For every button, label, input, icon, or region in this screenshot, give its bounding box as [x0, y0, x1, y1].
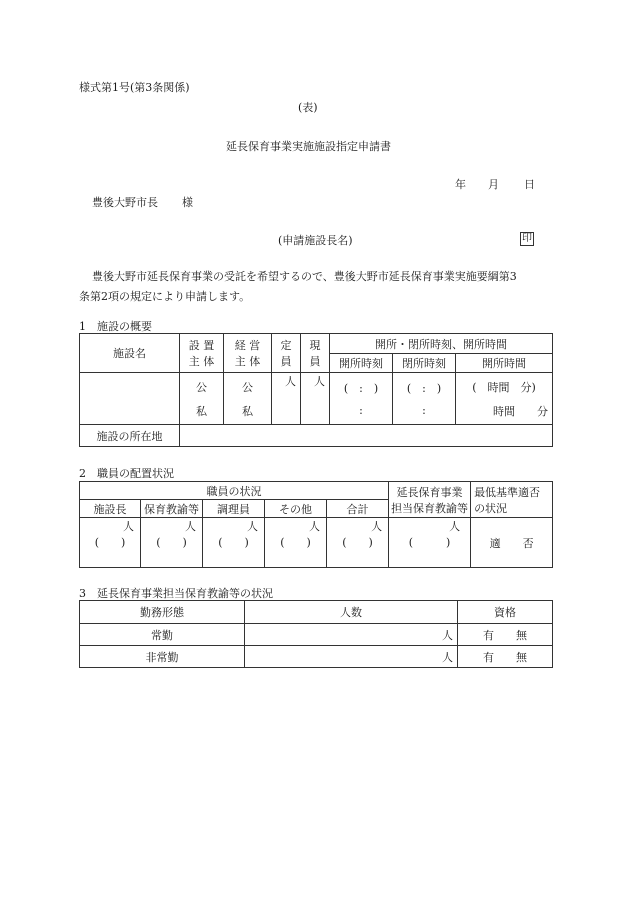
- capacity-header-line1: 定: [280, 339, 292, 352]
- honorific: 様: [182, 196, 193, 209]
- capacity-unit: 人: [285, 375, 296, 388]
- minimum-standard-header: [471, 482, 553, 518]
- capacity-cell[interactable]: [272, 373, 301, 425]
- date-day: 日: [524, 178, 535, 191]
- setup-public-option: 公: [196, 380, 207, 394]
- open-time-cell[interactable]: [330, 373, 393, 425]
- full-time-count-cell[interactable]: [245, 624, 458, 646]
- date-month: 月: [488, 178, 499, 191]
- minimum-standard-cell[interactable]: [471, 518, 553, 568]
- other-paren: ( ): [280, 536, 311, 549]
- minimum-standard-header-line1: 最低基準適否: [474, 485, 541, 499]
- facility-name-header: 施設名: [80, 334, 180, 373]
- management-entity-header-line1: 経 営: [234, 339, 261, 352]
- director-header: 施設長: [80, 500, 141, 518]
- facility-name-cell[interactable]: [80, 373, 180, 425]
- duration-header: 開所時間: [456, 354, 553, 373]
- total-paren: ( ): [342, 536, 373, 549]
- director-unit: 人: [123, 520, 134, 533]
- duration-hours-minutes: 時間 分: [493, 404, 549, 418]
- location-label: 施設の所在地: [80, 425, 180, 447]
- capacity-header: [272, 334, 301, 373]
- total-header: 合計: [327, 500, 389, 518]
- teacher-paren: ( ): [156, 536, 187, 549]
- staff-status-header: 職員の状況: [80, 482, 389, 500]
- current-enrollment-header: [301, 334, 330, 373]
- setup-entity-header-line2: 主 体: [188, 355, 215, 368]
- total-count-cell[interactable]: [327, 518, 389, 568]
- count-header: 人数: [245, 601, 458, 624]
- full-time-unit: 人: [442, 628, 453, 642]
- extended-care-staff-header-line2: 担当保育教諭等: [391, 501, 469, 515]
- open-time-colon: :: [359, 404, 363, 417]
- extended-care-unit: 人: [449, 520, 461, 533]
- section3-heading: 3 延長保育事業担当保育教諭等の状況: [79, 587, 273, 600]
- extended-care-staff-header: [389, 482, 471, 518]
- extended-care-paren: ( ): [408, 536, 451, 549]
- cook-paren: ( ): [218, 536, 249, 549]
- addressee: 豊後大野市長: [92, 196, 158, 209]
- close-time-header: 閉所時刻: [393, 354, 456, 373]
- other-unit: 人: [309, 520, 320, 533]
- total-unit: 人: [371, 520, 383, 533]
- part-time-unit: 人: [442, 650, 453, 664]
- director-count-cell[interactable]: [80, 518, 141, 568]
- noncompliant-option: 否: [522, 536, 534, 550]
- section1-heading: 1 施設の概要: [79, 320, 152, 333]
- current-enrollment-header-line1: 現: [309, 339, 321, 352]
- setup-private-option: 私: [196, 404, 207, 418]
- open-time-paren: ( : ): [343, 382, 379, 395]
- other-header: その他: [265, 500, 327, 518]
- duration-paren: ( 時間 分): [472, 380, 536, 394]
- full-time-qualification-cell[interactable]: [458, 624, 553, 646]
- qualification-header: 資格: [458, 601, 553, 624]
- management-entity-cell[interactable]: [224, 373, 272, 425]
- body-text-line2: 条第2項の規定により申請します。: [79, 290, 251, 303]
- work-type-header: 勤務形態: [80, 601, 245, 624]
- minimum-standard-header-line2: の状況: [474, 501, 508, 515]
- teacher-header: 保育教諭等: [141, 500, 203, 518]
- full-time-no: 無: [516, 628, 527, 642]
- director-paren: ( ): [94, 536, 126, 549]
- close-time-colon: :: [422, 404, 426, 417]
- full-time-yes: 有: [483, 628, 494, 642]
- form-number: 様式第1号(第3条関係): [79, 81, 190, 94]
- management-public-option: 公: [242, 380, 253, 394]
- setup-entity-header-line1: 設 置: [188, 339, 215, 352]
- applicant-label: (申請施設長名): [278, 234, 353, 247]
- close-time-paren: ( : ): [406, 382, 442, 395]
- document-title: 延長保育事業実施施設指定申請書: [226, 140, 391, 153]
- close-time-cell[interactable]: [393, 373, 456, 425]
- compliant-option: 適: [489, 536, 501, 550]
- date-year: 年: [455, 178, 466, 191]
- staff-table: [79, 481, 553, 568]
- management-private-option: 私: [242, 404, 253, 418]
- body-text-line1: 豊後大野市延長保育事業の受託を希望するので、豊後大野市延長保育事業実施要綱第3: [92, 270, 517, 283]
- teacher-unit: 人: [185, 520, 196, 533]
- full-time-label: 常勤: [80, 624, 245, 646]
- cook-unit: 人: [247, 520, 258, 533]
- part-time-qualification-cell[interactable]: [458, 646, 553, 668]
- seal-mark: 印: [522, 233, 532, 244]
- facility-overview-table: [79, 333, 553, 447]
- capacity-header-line2: 員: [280, 355, 292, 368]
- current-enrollment-header-line2: 員: [309, 355, 321, 368]
- setup-entity-header: [180, 334, 224, 373]
- section2-heading: 2 職員の配置状況: [79, 467, 174, 480]
- extended-care-count-cell[interactable]: [389, 518, 471, 568]
- cook-header: 調理員: [203, 500, 265, 518]
- part-time-count-cell[interactable]: [245, 646, 458, 668]
- open-time-header: 開所時刻: [330, 354, 393, 373]
- management-entity-header: [224, 334, 272, 373]
- management-entity-header-line2: 主 体: [234, 355, 261, 368]
- front-label: (表): [298, 101, 318, 114]
- part-time-label: 非常勤: [80, 646, 245, 668]
- extended-care-staff-header-line1: 延長保育事業: [396, 485, 463, 499]
- extended-staff-table: [79, 600, 553, 668]
- other-count-cell[interactable]: [265, 518, 327, 568]
- current-enrollment-unit: 人: [314, 375, 325, 388]
- part-time-yes: 有: [483, 650, 494, 664]
- hours-header: 開所・閉所時刻、開所時間: [330, 334, 553, 354]
- part-time-no: 無: [516, 650, 527, 664]
- duration-cell[interactable]: [456, 373, 553, 425]
- teacher-count-cell[interactable]: [141, 518, 203, 568]
- location-cell[interactable]: [180, 425, 553, 447]
- cook-count-cell[interactable]: [203, 518, 265, 568]
- setup-entity-cell[interactable]: [180, 373, 224, 425]
- current-enrollment-cell[interactable]: [301, 373, 330, 425]
